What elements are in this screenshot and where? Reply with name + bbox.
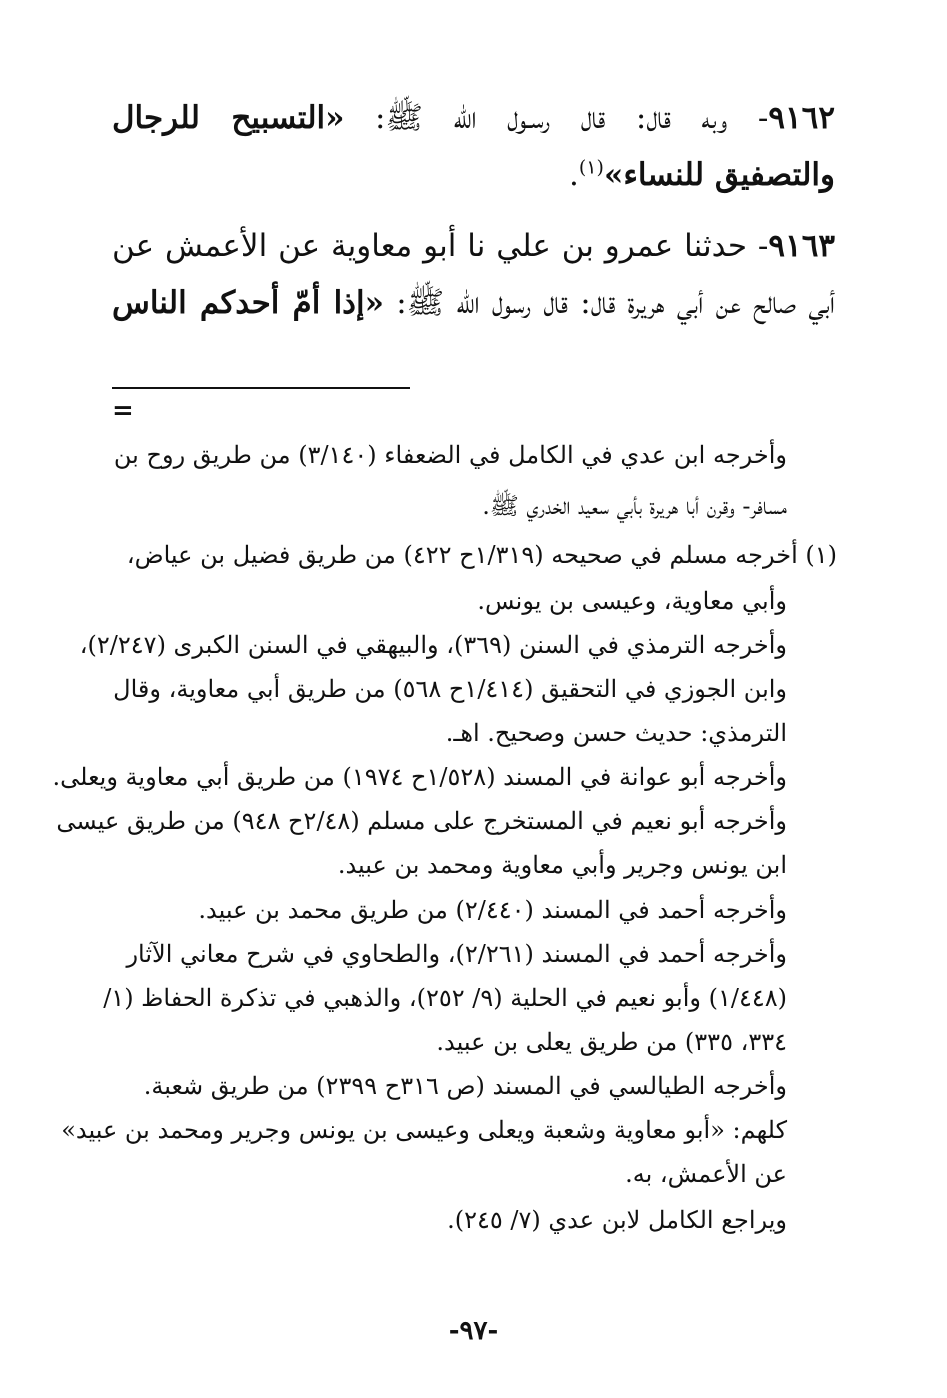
hadith-matn: «إذا أمّ أحدكم الناس <box>112 285 384 321</box>
footnote-line: (١) أخرجه مسلم في صحيحه (١/٣١٩ح ٤٢٢) من طريق فضيل بن عياض، <box>126 541 837 569</box>
hadith-intro: - وبه قال: قال رسـول الله ﷺ: <box>344 100 769 136</box>
hadith-9162-line-1 <box>112 98 835 138</box>
footnote-line: ٣٣٤، ٣٣٥) من طريق يعلى بن عبيد. <box>436 1028 787 1056</box>
footnote-separator <box>112 387 410 389</box>
footnote-line: وأبي معاوية، وعيسى بن يونس. <box>477 587 787 615</box>
page-number: -٩٧- <box>448 1316 499 1346</box>
footnote-line: وأخرجه الطيالسي في المسند (ص ٣١٦ح ٢٣٩٩) من طريق شعبة. <box>143 1072 787 1100</box>
hadith-9163-line-1 <box>112 226 835 266</box>
hadith-isnad: أبي صالح عن أبي هريرة قال: قال رسول الله ﷺ: <box>383 285 835 321</box>
end-mark: . <box>569 157 579 193</box>
hadith-matn-end: والتصفيق للنساء» <box>603 157 835 193</box>
footnote-line: ويراجع الكامل لابن عدي (٧/ ٢٤٥). <box>447 1206 787 1234</box>
footnote-line: وأخرجه الترمذي في السنن (٣٦٩)، والبيهقي في السنن الكبرى (٢/٢٤٧)، <box>79 631 787 659</box>
footnote-line: وأخرجه أحمد في المسند (٢/٢٦١)، والطحاوي في شرح معاني الآثار <box>126 940 787 968</box>
footnote-line: مسافر- وقرن أبا هريرة بأبي سعيد الخدري ﷺ. <box>482 492 787 520</box>
hadith-9162-line-2 <box>112 155 835 195</box>
continuation-mark: = <box>112 396 134 426</box>
footnote-line: كلهم: «أبو معاوية وشعبة ويعلى وعيسى بن يونس وجرير ومحمد بن عبيد» <box>61 1116 787 1144</box>
hadith-number: ٩١٦٣ <box>768 228 835 264</box>
footnote-line: وأخرجه ابن عدي في الكامل في الضعفاء (٣/١٤٠) من طريق روح بن <box>113 441 787 469</box>
hadith-matn: «التسبيح للرجال <box>112 100 345 136</box>
footnote-line: وأخرجه أبو عوانة في المسند (١/٥٢٨ح ١٩٧٤) من طريق أبي معاوية ويعلى. <box>52 763 787 791</box>
hadith-isnad: - حدثنا عمرو بن علي نا أبو معاوية عن الأعمش عن <box>112 228 769 264</box>
hadith-number: ٩١٦٢ <box>768 100 835 136</box>
hadith-9163-line-2 <box>112 283 835 323</box>
footnote-line: وابن الجوزي في التحقيق (١/٤١٤ح ٥٦٨) من طريق أبي معاوية، وقال <box>113 675 787 703</box>
footnote-line: ابن يونس وجرير وأبي معاوية ومحمد بن عبيد. <box>337 851 787 879</box>
footnote-line: (١/٤٤٨) وأبو نعيم في الحلية (٩/ ٢٥٢)، والذهبي في تذكرة الحفاظ (١/ <box>103 984 787 1012</box>
footnote-line: وأخرجه أحمد في المسند (٢/٤٤٠) من طريق محمد بن عبيد. <box>198 896 787 924</box>
footnote-line: الترمذي: حديث حسن وصحيح. اهـ. <box>445 719 787 747</box>
footnote-line: وأخرجه أبو نعيم في المستخرج على مسلم (٢/٤٨ح ٩٤٨) من طريق عيسى <box>56 807 787 835</box>
footnote-ref: (١) <box>578 156 604 179</box>
footnote-line: عن الأعمش، به. <box>625 1160 787 1188</box>
